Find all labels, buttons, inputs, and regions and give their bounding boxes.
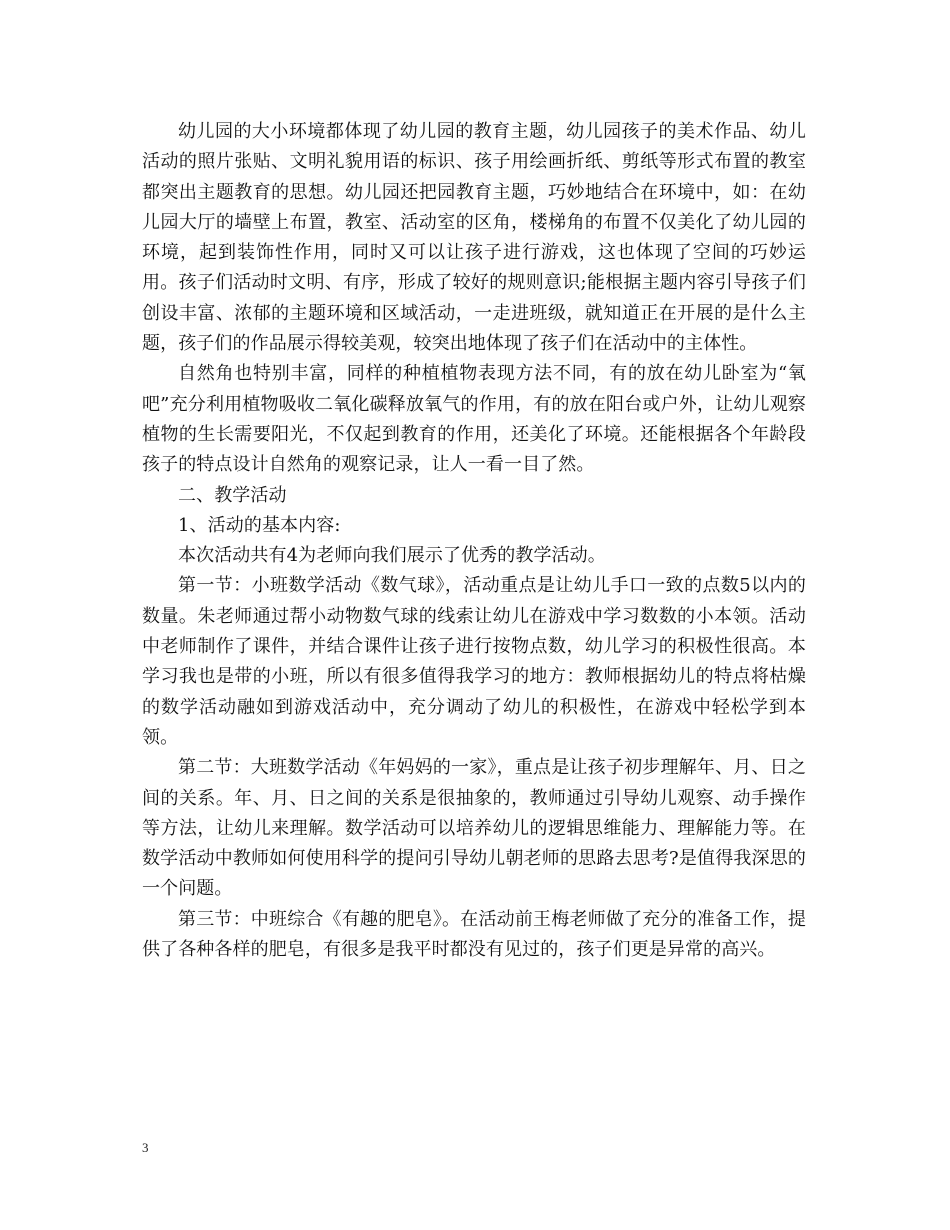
page-number: 3 — [142, 1140, 149, 1155]
paragraph-lesson-2: 第二节：大班数学活动《年妈妈的一家》，重点是让孩子初步理解年、月、日之间的关系。年、月、日之间的关系是很抽象的，教师通过引导幼儿观察、动手操作等方法，让幼儿来理解。数学活动可以培养幼儿的逻辑思维能力、理解能力等。在数学活动中教师如何使用科学的提问引导幼儿朝老师的思路去思考?是值得我深思的一个问题。 — [142, 757, 806, 900]
paragraph-lesson-3: 第三节：中班综合《有趣的肥皂》。在活动前王梅老师做了充分的准备工作，提供了各种各样的肥皂，有很多是我平时都没有见过的，孩子们更是异常的高兴。 — [142, 908, 806, 961]
document-body — [142, 117, 806, 965]
paragraph-environment: 幼儿园的大小环境都体现了幼儿园的教育主题，幼儿园孩子的美术作品、幼儿活动的照片张贴、文明礼貌用语的标识、孩子用绘画折纸、剪纸等形式布置的教室都突出主题教育的思想。幼儿园还把园教育主题，巧妙地结合在环境中，如：在幼儿园大厅的墙壁上布置，教室、活动室的区角，楼梯角的布置不仅美化了幼儿园的环境，起到装饰性作用，同时又可以让孩子进行游戏，这也体现了空间的巧妙运用。孩子们活动时文明、有序，形成了较好的规则意识;能根据主题内容引导孩子们创设丰富、浓郁的主题环境和区域活动，一走进班级，就知道正在开展的是什么主题，孩子们的作品展示得较美观，较突出地体现了孩子们在活动中的主体性。 — [142, 121, 806, 355]
paragraph-intro: 本次活动共有4为老师向我们展示了优秀的教学活动。 — [178, 545, 606, 567]
section-heading-teaching: 二、教学活动 — [178, 484, 287, 506]
subsection-heading-content: 1、活动的基本内容: — [178, 514, 341, 536]
paragraph-lesson-1: 第一节：小班数学活动《数气球》，活动重点是让幼儿手口一致的点数5以内的数量。朱老师通过帮小动物数气球的线索让幼儿在游戏中学习数数的小本领。活动中老师制作了课件，并结合课件让孩子进行按物点数，幼儿学习的积极性很高。本学习我也是带的小班，所以有很多值得我学习的地方：教师根据幼儿的特点将枯燥的数学活动融如到游戏活动中，充分调动了幼儿的积极性，在游戏中轻松学到本领。 — [142, 575, 806, 748]
paragraph-nature-corner: 自然角也特别丰富，同样的种植植物表现方法不同，有的放在幼儿卧室为“氧吧”充分利用植物吸收二氧化碳释放氧气的作用，有的放在阳台或户外，让幼儿观察植物的生长需要阳光，不仅起到教育的作用，还美化了环境。还能根据各个年龄段孩子的特点设计自然角的观察记录，让人一看一目了然。 — [142, 363, 806, 476]
